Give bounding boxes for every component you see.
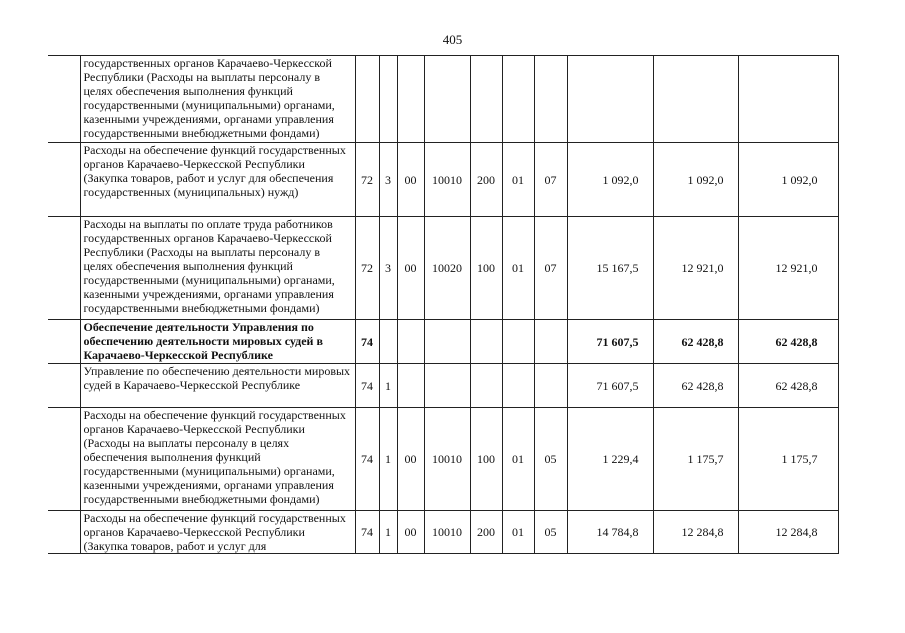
code-cell-3 [397, 56, 424, 143]
code-cell-6: 01 [502, 511, 534, 554]
table-row [48, 511, 838, 554]
row-description: государственных органов Карачаево-Черкесской Республики (Расходы на выплаты персоналу в целях обеспечения выполнения функций государственными (муниципальными) органами, казенными учреждениями, органами управления государственными внебюджетными фондами) [80, 56, 355, 143]
code-cell-3: 00 [397, 408, 424, 511]
code-cell-5: 200 [470, 511, 502, 554]
code-cell-5 [470, 320, 502, 364]
code-cell-1: 74 [355, 408, 379, 511]
code-cell-7: 05 [534, 511, 567, 554]
table-row [48, 217, 838, 320]
code-cell-2: 1 [379, 408, 397, 511]
code-cell-5 [470, 364, 502, 408]
code-cell-5: 200 [470, 143, 502, 217]
table-body [48, 56, 838, 554]
code-cell-3 [397, 364, 424, 408]
table-row [48, 56, 838, 143]
table-row [48, 320, 838, 364]
row-number-cell [48, 511, 80, 554]
code-cell-1: 74 [355, 320, 379, 364]
amount-cell-2: 62 428,8 [653, 364, 738, 408]
row-description: Расходы на обеспечение функций государственных органов Карачаево-Черкесской Республики (Закупка товаров, работ и услуг для [80, 511, 355, 554]
code-cell-2: 1 [379, 364, 397, 408]
code-cell-2: 1 [379, 511, 397, 554]
amount-cell-1: 1 229,4 [567, 408, 653, 511]
code-cell-6: 01 [502, 408, 534, 511]
code-cell-6: 01 [502, 143, 534, 217]
code-cell-6 [502, 364, 534, 408]
table-row [48, 143, 838, 217]
amount-cell-2: 1 092,0 [653, 143, 738, 217]
code-cell-7 [534, 320, 567, 364]
code-cell-4: 10010 [424, 408, 470, 511]
code-cell-1: 74 [355, 511, 379, 554]
code-cell-5: 100 [470, 408, 502, 511]
amount-cell-2: 62 428,8 [653, 320, 738, 364]
amount-cell-2: 12 284,8 [653, 511, 738, 554]
code-cell-1: 72 [355, 143, 379, 217]
amount-cell-3 [738, 56, 838, 143]
amount-cell-3: 12 921,0 [738, 217, 838, 320]
code-cell-7: 07 [534, 217, 567, 320]
amount-cell-2: 1 175,7 [653, 408, 738, 511]
row-description: Расходы на обеспечение функций государственных органов Карачаево-Черкесской Республики (Расходы на выплаты персоналу в целях обеспечения выполнения функций государственными (муниципальными) органами, казенными учреждениями, органами управления государственными внебюджетными фондами) [80, 408, 355, 511]
code-cell-4 [424, 364, 470, 408]
code-cell-3: 00 [397, 217, 424, 320]
code-cell-2 [379, 56, 397, 143]
code-cell-7: 07 [534, 143, 567, 217]
code-cell-4 [424, 320, 470, 364]
page-number: 405 [442, 32, 463, 47]
amount-cell-1: 15 167,5 [567, 217, 653, 320]
code-cell-4: 10010 [424, 511, 470, 554]
budget-table [48, 55, 839, 554]
amount-cell-1: 1 092,0 [567, 143, 653, 217]
amount-cell-2 [653, 56, 738, 143]
amount-cell-1: 71 607,5 [567, 320, 653, 364]
amount-cell-3: 12 284,8 [738, 511, 838, 554]
code-cell-5: 100 [470, 217, 502, 320]
amount-cell-1: 71 607,5 [567, 364, 653, 408]
code-cell-7: 05 [534, 408, 567, 511]
amount-cell-1: 14 784,8 [567, 511, 653, 554]
code-cell-4: 10010 [424, 143, 470, 217]
code-cell-1: 72 [355, 217, 379, 320]
code-cell-3: 00 [397, 511, 424, 554]
code-cell-6: 01 [502, 217, 534, 320]
code-cell-1: 74 [355, 364, 379, 408]
code-cell-3: 00 [397, 143, 424, 217]
row-number-cell [48, 364, 80, 408]
row-number-cell [48, 143, 80, 217]
row-description: Расходы на обеспечение функций государственных органов Карачаево-Черкесской Республики (Закупка товаров, работ и услуг для обеспечения государственных (муниципальных) нужд) [80, 143, 355, 217]
code-cell-6 [502, 320, 534, 364]
row-description: Расходы на выплаты по оплате труда работников государственных органов Карачаево-Черкесской Республики (Расходы на выплаты персоналу в целях обеспечения выполнения функций государственными (муниципальными) органами, казенными учреждениями, органами управления государственными внебюджетными фондами) [80, 217, 355, 320]
code-cell-7 [534, 364, 567, 408]
code-cell-2: 3 [379, 217, 397, 320]
table-row [48, 408, 838, 511]
amount-cell-2: 12 921,0 [653, 217, 738, 320]
code-cell-3 [397, 320, 424, 364]
code-cell-7 [534, 56, 567, 143]
amount-cell-1 [567, 56, 653, 143]
code-cell-1 [355, 56, 379, 143]
code-cell-6 [502, 56, 534, 143]
row-number-cell [48, 320, 80, 364]
amount-cell-3: 62 428,8 [738, 364, 838, 408]
amount-cell-3: 1 175,7 [738, 408, 838, 511]
row-number-cell [48, 408, 80, 511]
code-cell-2 [379, 320, 397, 364]
code-cell-4: 10020 [424, 217, 470, 320]
code-cell-4 [424, 56, 470, 143]
code-cell-2: 3 [379, 143, 397, 217]
table-row [48, 364, 838, 408]
amount-cell-3: 1 092,0 [738, 143, 838, 217]
code-cell-5 [470, 56, 502, 143]
amount-cell-3: 62 428,8 [738, 320, 838, 364]
row-description: Обеспечение деятельности Управления по обеспечению деятельности мировых судей в Карачаево-Черкесской Республике [80, 320, 355, 364]
row-number-cell [48, 56, 80, 143]
row-number-cell [48, 217, 80, 320]
row-description: Управление по обеспечению деятельности мировых судей в Карачаево-Черкесской Республике [80, 364, 355, 408]
